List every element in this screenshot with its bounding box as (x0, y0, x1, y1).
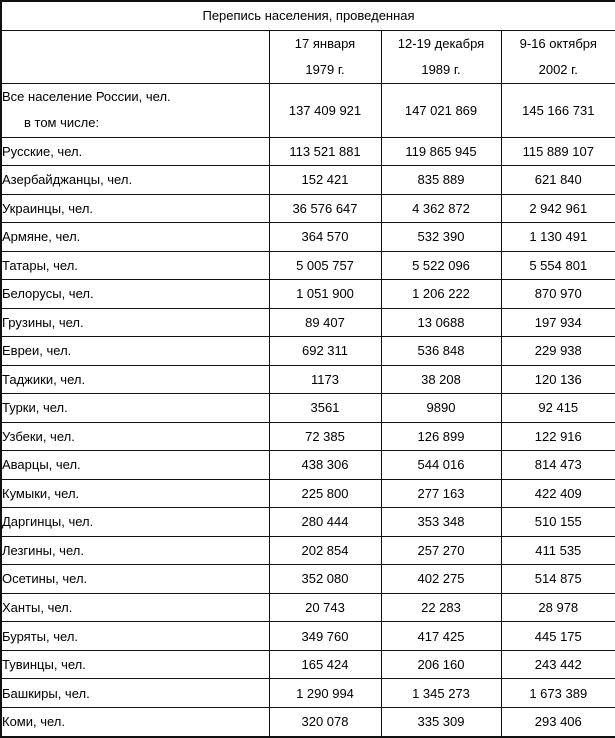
row-label: Буряты, чел. (1, 622, 269, 651)
column-header-1979 (269, 30, 381, 83)
total-population-row (1, 83, 615, 137)
table-row (1, 536, 615, 565)
row-value: 5 005 757 (269, 251, 381, 280)
row-value: 514 875 (501, 565, 615, 594)
table-row (1, 622, 615, 651)
row-label: Русские, чел. (1, 137, 269, 166)
table-row (1, 679, 615, 708)
row-value: 147 021 869 (381, 83, 501, 137)
row-label: Турки, чел. (1, 394, 269, 423)
row-value: 5 554 801 (501, 251, 615, 280)
table-row (1, 451, 615, 480)
row-value: 544 016 (381, 451, 501, 480)
table-row (1, 394, 615, 423)
row-value: 122 916 (501, 422, 615, 451)
row-value: 120 136 (501, 365, 615, 394)
row-value: 72 385 (269, 422, 381, 451)
row-label: Ханты, чел. (1, 593, 269, 622)
row-value: 1 290 994 (269, 679, 381, 708)
row-label: Евреи, чел. (1, 337, 269, 366)
row-value: 364 570 (269, 223, 381, 252)
column-header-date: 12-19 декабря (397, 35, 485, 51)
row-value: 2 942 961 (501, 194, 615, 223)
row-value: 243 442 (501, 650, 615, 679)
row-label: Грузины, чел. (1, 308, 269, 337)
row-value: 119 865 945 (381, 137, 501, 166)
row-label: Осетины, чел. (1, 565, 269, 594)
row-value: 137 409 921 (269, 83, 381, 137)
row-value: 4 362 872 (381, 194, 501, 223)
row-value: 536 848 (381, 337, 501, 366)
row-value: 814 473 (501, 451, 615, 480)
row-value: 38 208 (381, 365, 501, 394)
row-value: 5 522 096 (381, 251, 501, 280)
table-row (1, 650, 615, 679)
row-value: 1173 (269, 365, 381, 394)
table-title: Перепись населения, проведенная (1, 1, 615, 30)
row-label: Узбеки, чел. (1, 422, 269, 451)
row-value: 257 270 (381, 536, 501, 565)
column-header-row (1, 30, 615, 83)
row-value: 402 275 (381, 565, 501, 594)
row-value: 335 309 (381, 707, 501, 737)
row-label: Тувинцы, чел. (1, 650, 269, 679)
row-label: Армяне, чел. (1, 223, 269, 252)
table-row (1, 593, 615, 622)
row-value: 320 078 (269, 707, 381, 737)
row-value: 13 0688 (381, 308, 501, 337)
row-value: 692 311 (269, 337, 381, 366)
corner-empty-cell (1, 30, 269, 83)
table-body (1, 1, 615, 737)
row-label: Украинцы, чел. (1, 194, 269, 223)
table-row (1, 508, 615, 537)
row-value: 417 425 (381, 622, 501, 651)
row-value: 1 206 222 (381, 280, 501, 309)
row-value: 22 283 (381, 593, 501, 622)
table-row (1, 166, 615, 195)
row-value: 126 899 (381, 422, 501, 451)
row-value: 1 345 273 (381, 679, 501, 708)
row-value: 280 444 (269, 508, 381, 537)
row-value: 1 130 491 (501, 223, 615, 252)
row-value: 165 424 (269, 650, 381, 679)
row-value: 293 406 (501, 707, 615, 737)
row-value: 113 521 881 (269, 137, 381, 166)
row-value: 1 051 900 (269, 280, 381, 309)
row-label: Даргинцы, чел. (1, 508, 269, 537)
row-value: 202 854 (269, 536, 381, 565)
row-value: 411 535 (501, 536, 615, 565)
row-value: 445 175 (501, 622, 615, 651)
row-value: 145 166 731 (501, 83, 615, 137)
total-label-line2: в том числе: (24, 115, 100, 130)
table-row (1, 223, 615, 252)
column-header-year: 1979 г. (305, 61, 345, 77)
row-value: 9890 (381, 394, 501, 423)
table-row (1, 308, 615, 337)
row-value: 36 576 647 (269, 194, 381, 223)
column-header-date: 9-16 октября (519, 35, 597, 51)
row-label: Белорусы, чел. (1, 280, 269, 309)
row-value: 3561 (269, 394, 381, 423)
row-value: 225 800 (269, 479, 381, 508)
row-value: 510 155 (501, 508, 615, 537)
table-row (1, 479, 615, 508)
row-label: Татары, чел. (1, 251, 269, 280)
row-value: 92 415 (501, 394, 615, 423)
row-value: 206 160 (381, 650, 501, 679)
table-row (1, 337, 615, 366)
table-row (1, 565, 615, 594)
row-label: Коми, чел. (1, 707, 269, 737)
row-label: Лезгины, чел. (1, 536, 269, 565)
row-value: 1 673 389 (501, 679, 615, 708)
table-row (1, 422, 615, 451)
row-value: 28 978 (501, 593, 615, 622)
row-value: 438 306 (269, 451, 381, 480)
row-value: 89 407 (269, 308, 381, 337)
row-label: Кумыки, чел. (1, 479, 269, 508)
row-value: 353 348 (381, 508, 501, 537)
row-label: Башкиры, чел. (1, 679, 269, 708)
row-value: 621 840 (501, 166, 615, 195)
table-row (1, 137, 615, 166)
row-label: Аварцы, чел. (1, 451, 269, 480)
column-header-1989 (381, 30, 501, 83)
title-row (1, 1, 615, 30)
table-row (1, 280, 615, 309)
table-row (1, 194, 615, 223)
row-value: 20 743 (269, 593, 381, 622)
row-value: 197 934 (501, 308, 615, 337)
row-value: 422 409 (501, 479, 615, 508)
row-value: 870 970 (501, 280, 615, 309)
row-value: 277 163 (381, 479, 501, 508)
row-value: 152 421 (269, 166, 381, 195)
table-row (1, 251, 615, 280)
column-header-date: 17 января (294, 35, 356, 51)
column-header-year: 2002 г. (538, 61, 578, 77)
table-row (1, 707, 615, 737)
row-value: 352 080 (269, 565, 381, 594)
column-header-2002 (501, 30, 615, 83)
row-value: 349 760 (269, 622, 381, 651)
row-value: 835 889 (381, 166, 501, 195)
table-row (1, 365, 615, 394)
column-header-year: 1989 г. (421, 61, 461, 77)
row-label (1, 83, 269, 137)
row-label: Азербайджанцы, чел. (1, 166, 269, 195)
total-label-line1: Все население России, чел. (2, 89, 171, 104)
row-value: 115 889 107 (501, 137, 615, 166)
row-label: Таджики, чел. (1, 365, 269, 394)
row-value: 229 938 (501, 337, 615, 366)
row-value: 532 390 (381, 223, 501, 252)
